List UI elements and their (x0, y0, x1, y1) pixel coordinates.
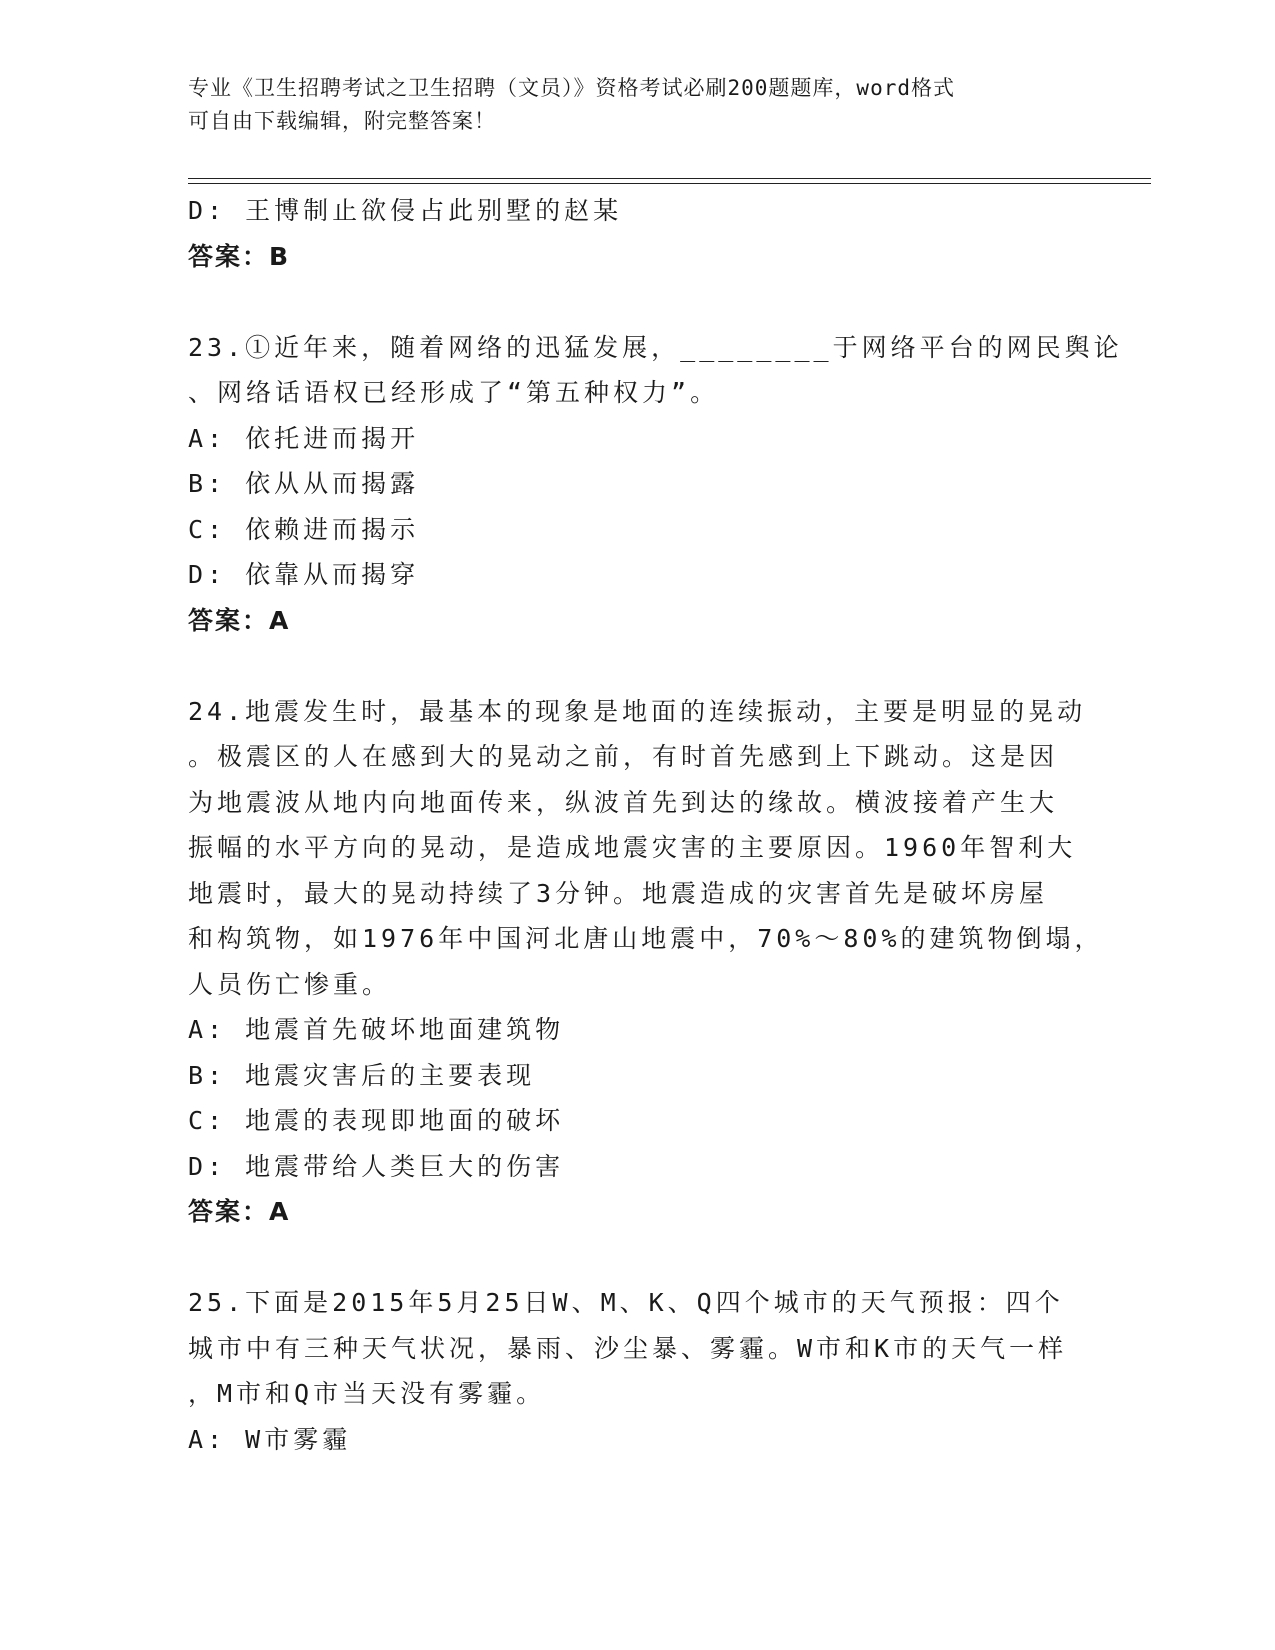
header-divider-top (188, 178, 1151, 179)
option-b: B: 地震灾害后的主要表现 (188, 1060, 536, 1090)
option-a: A: 地震首先破坏地面建筑物 (188, 1015, 565, 1044)
option-d: D: 王博制止欲侵占此别墅的赵某 (188, 196, 623, 225)
question-text-line: 24.地震发生时，最基本的现象是地面的连续振动，主要是明显的晃动 (188, 696, 1087, 726)
question-text-line: 为地震波从地内向地面传来，纵波首先到达的缘故。横波接着产生大 (188, 787, 1059, 817)
option-c: C: 地震的表现即地面的破坏 (188, 1106, 565, 1135)
question-text-line: 。极震区的人在感到大的晃动之前，有时首先感到上下跳动。这是因 (188, 742, 1059, 771)
question-text-line: 25.下面是2015年5月25日W、M、K、Q四个城市的天气预报：四个 (188, 1288, 1064, 1317)
question-text-line: 、网络话语权已经形成了“第五种权力”。 (188, 378, 720, 407)
option-a: A: W市雾霾 (188, 1424, 352, 1454)
spacer (188, 1235, 1088, 1281)
question-text-line: 23.①近年来，随着网络的迅猛发展，________于网络平台的网民舆论 (188, 332, 1123, 362)
question-text-line: ，M市和Q市当天没有雾霾。 (188, 1379, 546, 1408)
question-text-line: 地震时，最大的晃动持续了3分钟。地震造成的灾害首先是破坏房屋 (188, 878, 1049, 908)
question-25 (188, 1280, 1088, 1462)
spacer (188, 643, 1088, 689)
question-23 (188, 325, 1123, 644)
question-24 (188, 689, 1104, 1235)
spacer (188, 279, 1088, 325)
answer: 答案：A (188, 1197, 291, 1226)
option-c: C: 依赖进而揭示 (188, 514, 420, 544)
option-d: D: 地震带给人类巨大的伤害 (188, 1151, 565, 1181)
option-b: B: 依从从而揭露 (188, 469, 420, 498)
document-header (188, 72, 1088, 138)
answer: 答案：B (188, 241, 291, 271)
question-text-line: 城市中有三种天气状况，暴雨、沙尘暴、雾霾。W市和K市的天气一样 (188, 1333, 1068, 1363)
prev-question-tail (188, 188, 1088, 279)
question-text-line: 振幅的水平方向的晃动，是造成地震灾害的主要原因。1960年智利大 (188, 833, 1077, 862)
answer: 答案：A (188, 605, 291, 635)
option-d: D: 依靠从而揭穿 (188, 560, 420, 589)
header-divider-bottom (188, 183, 1151, 184)
header-line-2: 可自由下载编辑，附完整答案！ (188, 109, 496, 133)
question-text-line: 人员伤亡惨重。 (188, 969, 392, 999)
header-line-1: 专业《卫生招聘考试之卫生招聘（文员）》资格考试必刷200题题库，word格式 (188, 76, 955, 100)
question-text-line: 和构筑物，如1976年中国河北唐山地震中，70%～80%的建筑物倒塌， (188, 924, 1104, 953)
option-a: A: 依托进而揭开 (188, 423, 420, 453)
document-body (188, 188, 1123, 1462)
